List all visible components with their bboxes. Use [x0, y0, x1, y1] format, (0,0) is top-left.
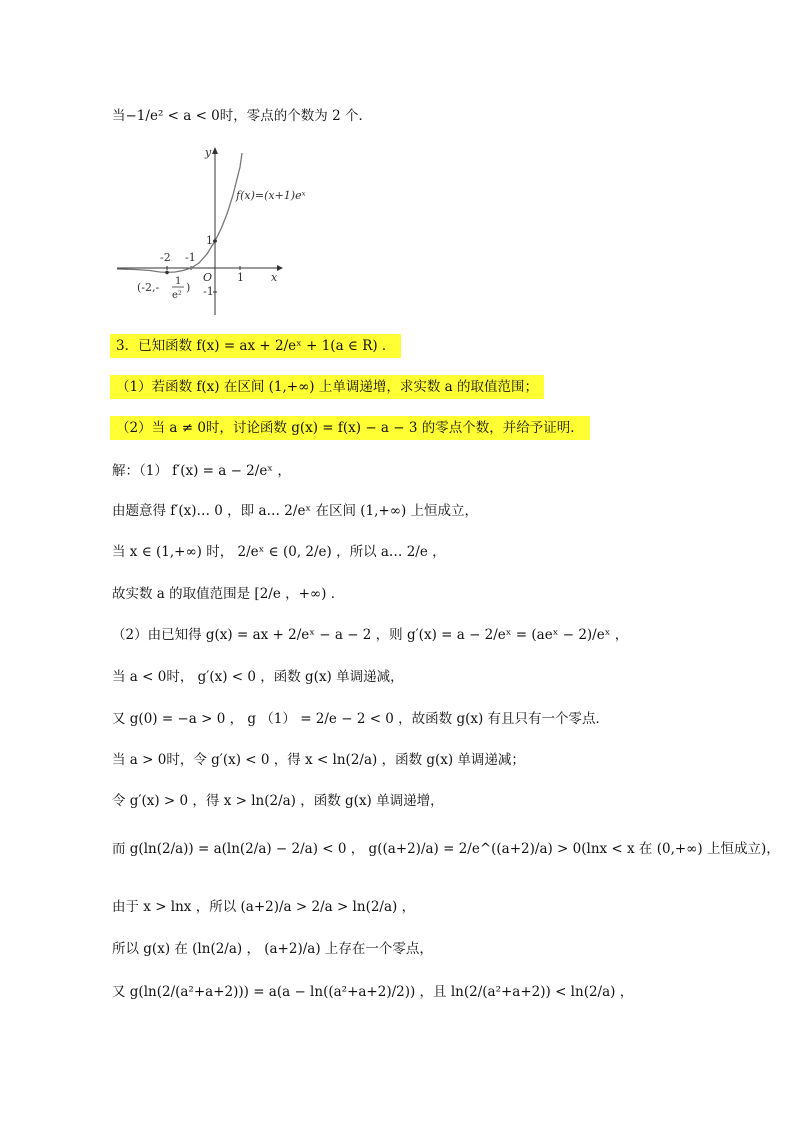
solution-line-13: 又 g(ln(2/(a²+a+2))) = a(a − ln((a²+a+2)/2)) ，且 ln(2/(a²+a+2)) < ln(2/a) ， [112, 984, 634, 1000]
solution-line-9: 令 g′(x) > 0 ，得 x > ln(2/a) ，函数 g(x) 单调递增， [112, 793, 444, 809]
solution-line-7: 又 g(0) = −a > 0 ， g （1） = 2/e − 2 < 0 ，故函数 g(x) 有且只有一个零点． [112, 711, 610, 727]
solution-line-2: 由题意得 f′(x)… 0 ，即 a… 2/eˣ 在区间 (1,+∞) 上恒成立， [112, 503, 478, 519]
tick-neg1: -1 [185, 251, 196, 264]
x-axis-arrow [277, 265, 283, 271]
point-label-num: 1 [175, 276, 182, 287]
solution-line-12: 所以 g(x) 在 (ln(2/a) ， (a+2)/a) 上存在一个零点， [112, 941, 433, 957]
solution-line-5: （2）由已知得 g(x) = ax + 2/eˣ − a − 2 ，则 g′(x) = a − 2/eˣ = (aeˣ − 2)/eˣ ， [112, 627, 629, 643]
function-label: f(x)=(x+1)eˣ [236, 189, 306, 202]
y-axis-arrow [212, 147, 218, 154]
solution-line-11: 由于 x > lnx ，所以 (a+2)/a > 2/a > ln(2/a) ， [112, 899, 416, 915]
function-graph [115, 145, 306, 320]
min-point [165, 271, 169, 275]
point-label-right: ) [186, 281, 191, 294]
problem-part-1: （1）若函数 f(x) 在区间 (1,+∞) 上单调递增，求实数 a 的取值范围； [110, 375, 544, 399]
solution-line-1: 解：（1） f′(x) = a − 2/eˣ ， [112, 463, 291, 479]
solution-line-8: 当 a > 0时，令 g′(x) < 0 ，得 x < ln(2/a) ，函数 g(x) 单调递减； [112, 752, 525, 768]
y-axis-label: y [205, 146, 212, 159]
origin-label: O [203, 271, 213, 284]
intro-line: 当−1/e² < a < 0时，零点的个数为 2 个． [112, 108, 372, 124]
y-tick-neg1: -1 [203, 285, 214, 298]
point-label-den: e² [172, 290, 182, 301]
tick-1: 1 [237, 271, 244, 284]
function-curve [117, 153, 242, 272]
solution-line-3: 当 x ∈ (1,+∞) 时， 2/eˣ ∈ (0, 2/e) ，所以 a… 2/e ， [112, 544, 446, 560]
solution-line-10: 而 g(ln(2/a)) = a(ln(2/a) − 2/a) < 0 ， g((a+2)/a) = 2/e^((a+2)/a) > 0(lnx < x 在 (0,+∞) 上恒成立)， [112, 841, 780, 857]
problem-title: 3．已知函数 f(x) = ax + 2/eˣ + 1(a ∈ R) ． [110, 334, 401, 358]
y-tick-1: 1 [206, 234, 213, 247]
y-intercept-point [213, 239, 217, 243]
tick-neg2: -2 [160, 251, 171, 264]
solution-line-6: 当 a < 0时， g′(x) < 0 ，函数 g(x) 单调递减， [112, 669, 404, 685]
x-axis-label: x [271, 271, 278, 284]
point-label-left: (-2,- [137, 281, 160, 294]
solution-line-4: 故实数 a 的取值范围是 [2/e ，+∞) ． [112, 586, 345, 602]
problem-part-2: （2）当 a ≠ 0时，讨论函数 g(x) = f(x) − a − 3 的零点个数，并给予证明． [110, 416, 590, 440]
